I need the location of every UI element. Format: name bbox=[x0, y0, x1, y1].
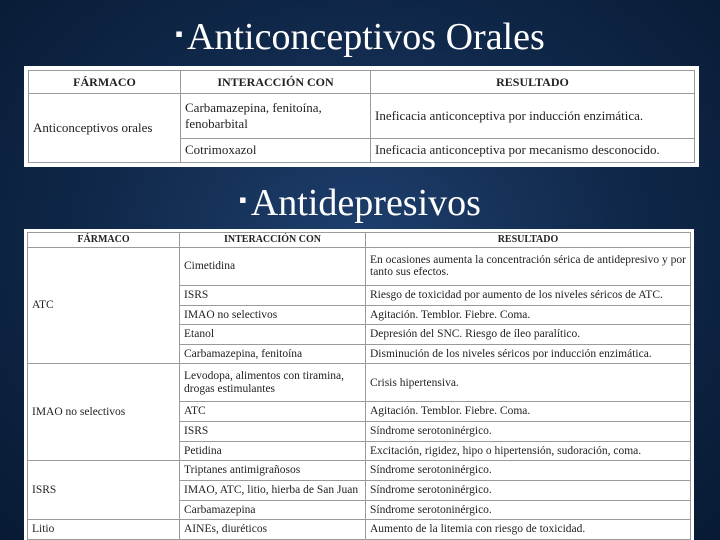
bullet-icon: ▪ bbox=[239, 187, 247, 212]
header-farmaco: FÁRMACO bbox=[28, 233, 180, 248]
table-antidepresivos bbox=[27, 232, 691, 540]
result-cell: Síndrome serotoninérgico. bbox=[366, 480, 691, 500]
table-row bbox=[28, 461, 691, 481]
header-resultado: RESULTADO bbox=[371, 71, 695, 94]
interaction-cell: ISRS bbox=[180, 285, 366, 305]
header-interaccion: INTERACCIÓN CON bbox=[180, 233, 366, 248]
table-row bbox=[28, 520, 691, 540]
header-farmaco: FÁRMACO bbox=[29, 71, 181, 94]
drug-cell: Litio bbox=[28, 520, 180, 540]
result-cell: Ineficacia anticonceptiva por inducción enzimática. bbox=[371, 94, 695, 139]
interaction-cell: AINEs, diuréticos bbox=[180, 520, 366, 540]
result-cell: Aumento de la litemia con riesgo de toxicidad. bbox=[366, 520, 691, 540]
result-cell: Disminución de los niveles séricos por inducción enzimática. bbox=[366, 344, 691, 364]
interaction-cell: IMAO no selectivos bbox=[180, 305, 366, 325]
table-anticonceptivos bbox=[28, 70, 695, 163]
result-cell: Depresión del SNC. Riesgo de íleo paralítico. bbox=[366, 325, 691, 345]
interaction-cell: Carbamazepina bbox=[180, 500, 366, 520]
interaction-cell: ATC bbox=[180, 402, 366, 422]
bullet-icon: ▪ bbox=[175, 21, 184, 46]
table-header-row bbox=[28, 233, 691, 248]
table-row bbox=[29, 94, 695, 139]
result-cell: Síndrome serotoninérgico. bbox=[366, 422, 691, 442]
title-text: Antidepresivos bbox=[250, 182, 481, 224]
result-cell: Agitación. Temblor. Fiebre. Coma. bbox=[366, 305, 691, 325]
interaction-cell: Levodopa, alimentos con tiramina, drogas estimulantes bbox=[180, 364, 366, 402]
table-header-row bbox=[29, 71, 695, 94]
interaction-cell: ISRS bbox=[180, 422, 366, 442]
drug-cell: Anticonceptivos orales bbox=[29, 94, 181, 163]
drug-cell: ATC bbox=[28, 248, 180, 364]
table-row bbox=[28, 248, 691, 286]
drug-cell: IMAO no selectivos bbox=[28, 364, 180, 461]
result-cell: Crisis hipertensiva. bbox=[366, 364, 691, 402]
interaction-cell: Etanol bbox=[180, 325, 366, 345]
interaction-cell: Cotrimoxazol bbox=[181, 138, 371, 162]
slide-title-antidepresivos bbox=[0, 178, 720, 225]
result-cell: Ineficacia anticonceptiva por mecanismo desconocido. bbox=[371, 138, 695, 162]
table-anticonceptivos-container bbox=[24, 66, 699, 167]
header-interaccion: INTERACCIÓN CON bbox=[181, 71, 371, 94]
result-cell: En ocasiones aumenta la concentración sérica de antidepresivo y por tanto sus efectos. bbox=[366, 248, 691, 286]
result-cell: Síndrome serotoninérgico. bbox=[366, 461, 691, 481]
result-cell: Agitación. Temblor. Fiebre. Coma. bbox=[366, 402, 691, 422]
result-cell: Riesgo de toxicidad por aumento de los niveles séricos de ATC. bbox=[366, 285, 691, 305]
title-text: Anticonceptivos Orales bbox=[187, 16, 545, 58]
interaction-cell: Petidina bbox=[180, 441, 366, 461]
result-cell: Excitación, rigidez, hipo o hipertensión, sudoración, coma. bbox=[366, 441, 691, 461]
slide-title-anticonceptivos bbox=[0, 12, 720, 59]
interaction-cell: Cimetidina bbox=[180, 248, 366, 286]
interaction-cell: IMAO, ATC, litio, hierba de San Juan bbox=[180, 480, 366, 500]
drug-cell: ISRS bbox=[28, 461, 180, 520]
interaction-cell: Carbamazepina, fenitoína bbox=[180, 344, 366, 364]
header-resultado: RESULTADO bbox=[366, 233, 691, 248]
result-cell: Síndrome serotoninérgico. bbox=[366, 500, 691, 520]
interaction-cell: Triptanes antimigrañosos bbox=[180, 461, 366, 481]
table-row bbox=[28, 364, 691, 402]
interaction-cell: Carbamazepina, fenitoína, fenobarbital bbox=[181, 94, 371, 139]
table-antidepresivos-container bbox=[24, 229, 694, 540]
